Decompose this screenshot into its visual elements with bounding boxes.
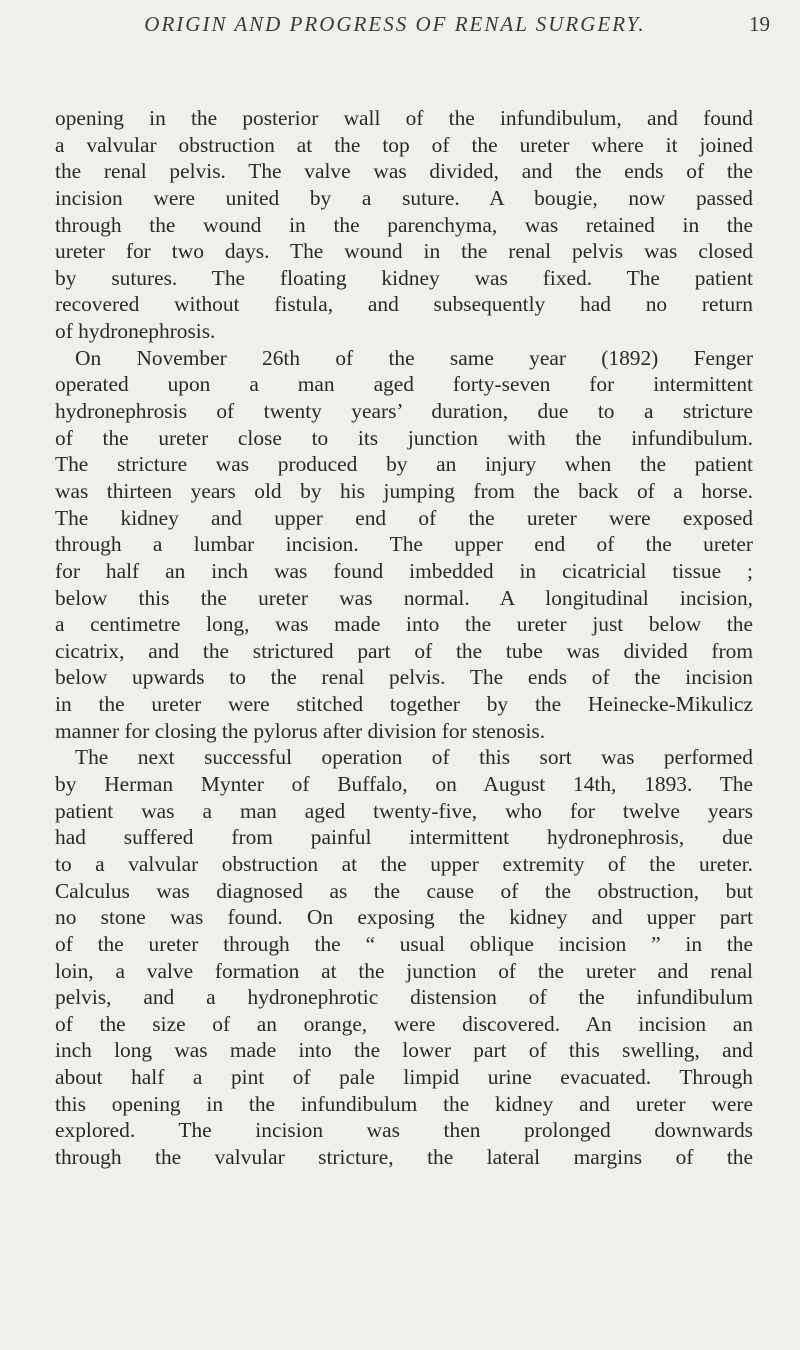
text-line: had suffered from painful intermittent hydronephrosis, due [55, 825, 753, 850]
text-line: the renal pelvis. The valve was divided, and the ends of the [55, 159, 753, 184]
text-line: loin, a valve formation at the junction of the ureter and renal [55, 958, 753, 983]
text-line: manner for closing the pylorus after division for stenosis. [55, 718, 546, 743]
text-line: of the ureter close to its junction with the infundibulum. [55, 425, 753, 450]
text-line: below this the ureter was normal. A longitudinal incision, [55, 585, 753, 610]
text-line: hydronephrosis of twenty years’ duration, due to a stricture [55, 399, 753, 424]
running-head [60, 12, 770, 46]
text-line: for half an inch was found imbedded in cicatricial tissue ; [55, 558, 753, 583]
text-line: below upwards to the renal pelvis. The ends of the incision [55, 665, 753, 690]
text-line: recovered without fistula, and subsequently had no return [55, 292, 753, 317]
text-line: The kidney and upper end of the ureter were exposed [55, 505, 753, 530]
text-line: through a lumbar incision. The upper end of the ureter [55, 532, 753, 557]
text-line: was thirteen years old by his jumping from the back of a horse. [55, 478, 753, 503]
text-line: Calculus was diagnosed as the cause of the obstruction, but [55, 878, 753, 903]
text-line: this opening in the infundibulum the kidney and ureter were [55, 1091, 753, 1116]
text-line: of the size of an orange, were discovered. An incision an [55, 1011, 753, 1036]
text-line: by Herman Mynter of Buffalo, on August 14th, 1893. The [55, 772, 753, 797]
text-line: operated upon a man aged forty-seven for intermittent [55, 372, 753, 397]
text-line: of hydronephrosis. [55, 319, 216, 344]
body-text [55, 105, 753, 1171]
text-line: opening in the posterior wall of the infundibulum, and found [55, 106, 753, 130]
text-line: The stricture was produced by an injury when the patient [55, 452, 753, 477]
text-line: in the ureter were stitched together by the Heinecke-Mikulicz [55, 692, 753, 717]
text-line: patient was a man aged twenty-five, who for twelve years [55, 798, 753, 823]
text-line: inch long was made into the lower part of this swelling, and [55, 1038, 753, 1063]
text-line: On November 26th of the same year (1892) Fenger [75, 345, 753, 370]
text-line: ureter for two days. The wound in the renal pelvis was closed [55, 239, 753, 264]
text-line: no stone was found. On exposing the kidney and upper part [55, 905, 753, 930]
text-line: through the valvular stricture, the lateral margins of the [55, 1144, 753, 1169]
text-line: to a valvular obstruction at the upper extremity of the ureter. [55, 851, 753, 876]
text-line: cicatrix, and the strictured part of the tube was divided from [55, 638, 753, 663]
running-head-title: ORIGIN AND PROGRESS OF RENAL SURGERY. [144, 12, 646, 36]
text-line: by sutures. The floating kidney was fixed. The patient [55, 265, 753, 290]
text-line: The next successful operation of this sort was performed [75, 745, 753, 770]
text-line: a centimetre long, was made into the ureter just below the [55, 612, 753, 637]
text-line: incision were united by a suture. A bougie, now passed [55, 185, 753, 210]
text-line: of the ureter through the “ usual oblique incision ” in the [55, 931, 753, 956]
text-line: explored. The incision was then prolonged downwards [55, 1118, 753, 1143]
text-line: through the wound in the parenchyma, was retained in the [55, 212, 753, 237]
text-line: pelvis, and a hydronephrotic distension of the infundibulum [55, 985, 753, 1010]
page-number: 19 [749, 12, 770, 36]
text-line: about half a pint of pale limpid urine evacuated. Through [55, 1065, 753, 1090]
text-line: a valvular obstruction at the top of the ureter where it joined [55, 132, 753, 157]
